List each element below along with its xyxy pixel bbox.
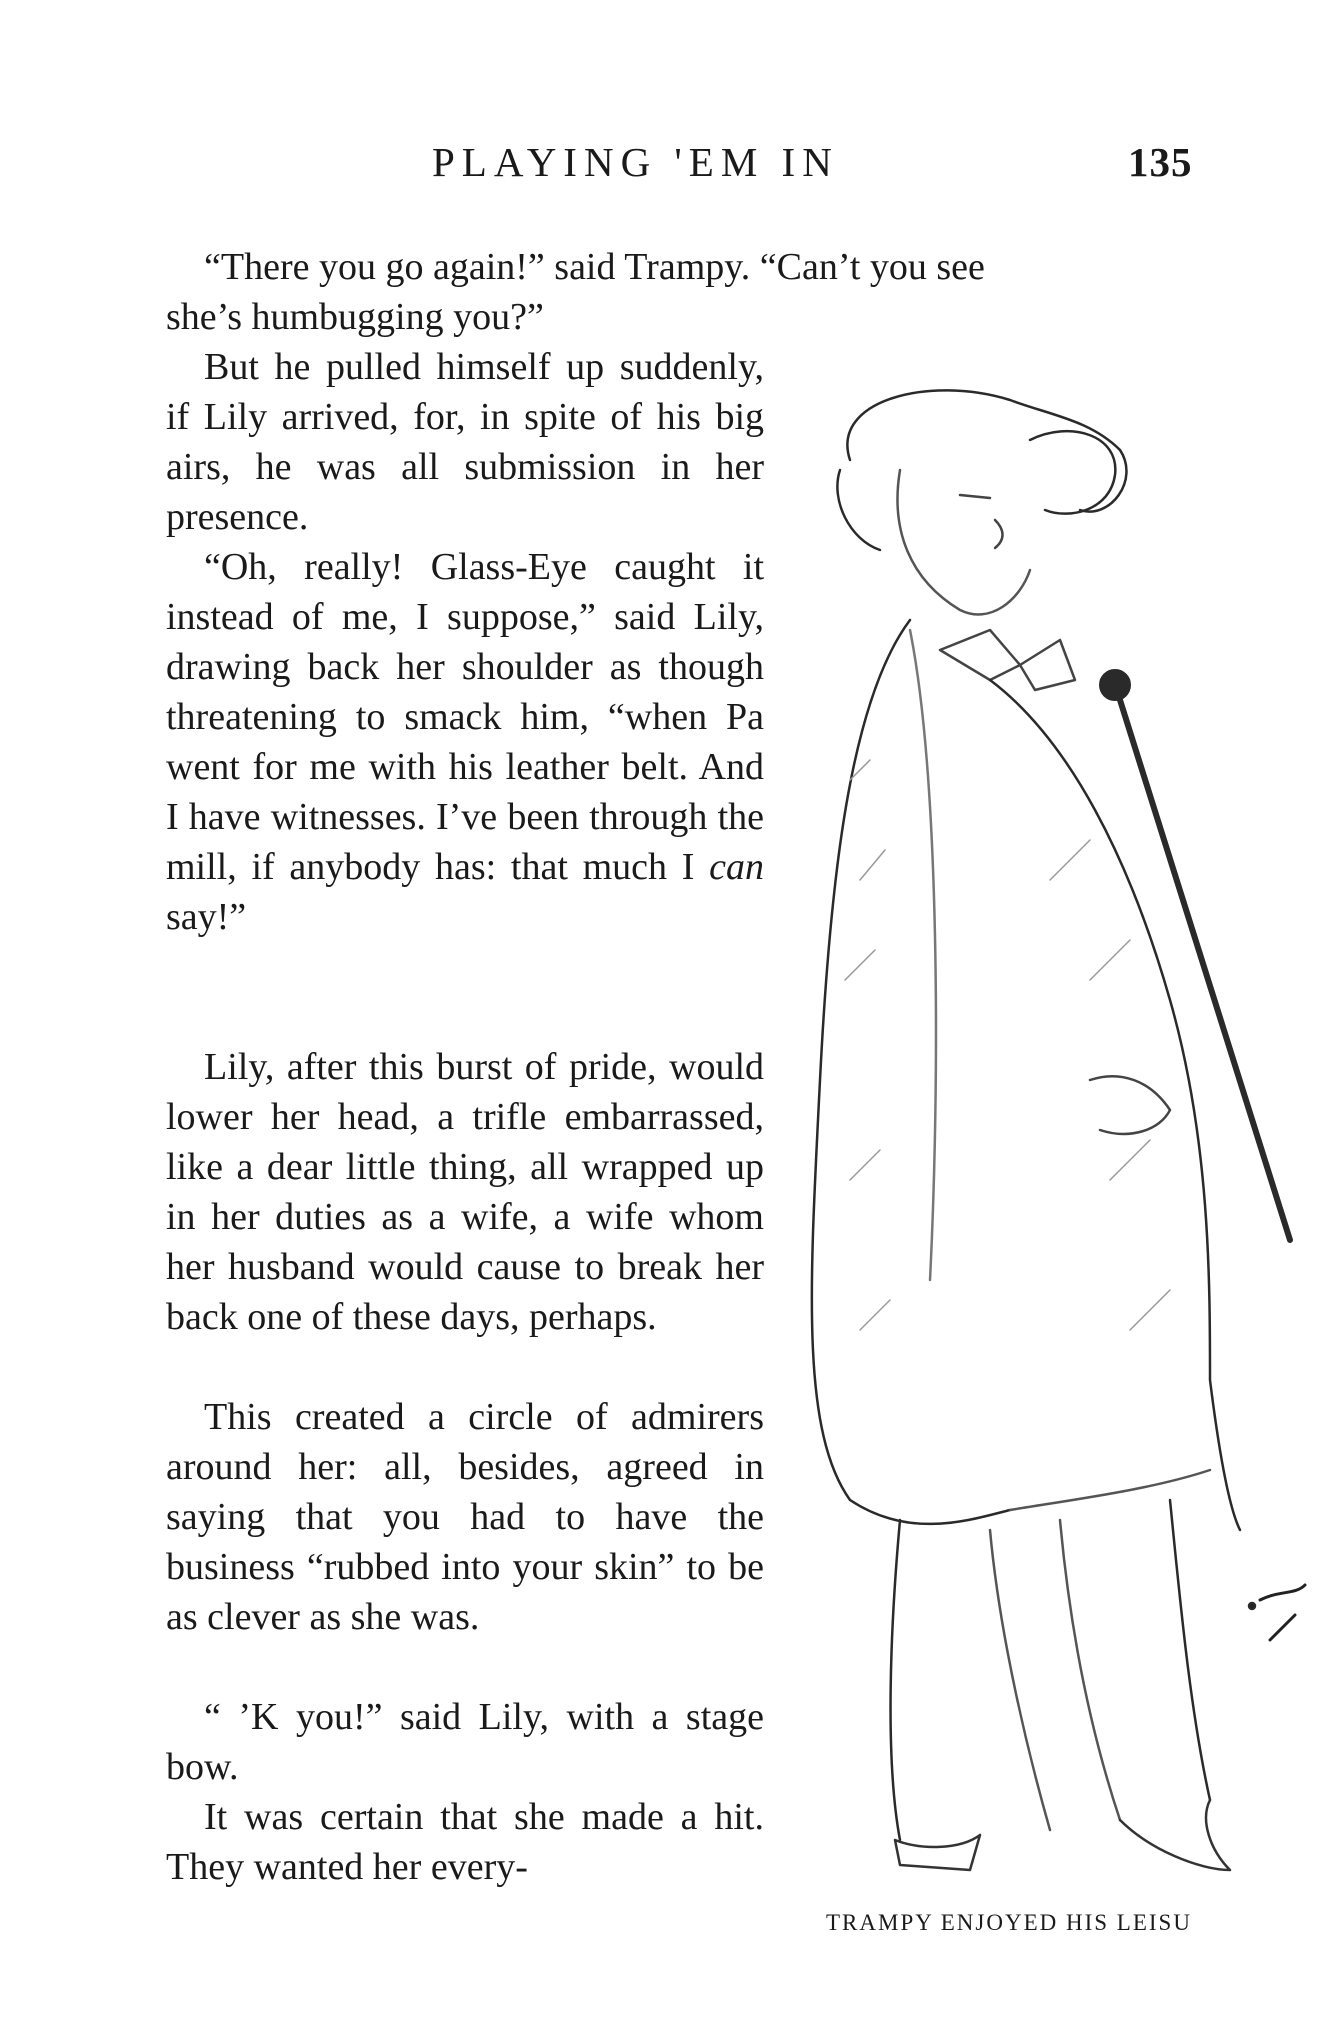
paragraph-3-text-b: say!” [166,896,247,938]
paragraph-3 [166,542,764,942]
paragraph-3-emphasis: can [709,846,764,888]
paragraph-5: This created a circle of admirers around her: all, besides, agreed in saying that you had to have the business “rubbed into your skin” to be as clever as she was. [166,1396,764,1638]
page-number: 135 [1128,139,1193,185]
running-title: PLAYING 'EM IN [432,139,839,185]
paragraph-6: “ ’K you!” said Lily, with a stage bow. [166,1696,764,1788]
paragraph-1 [166,242,1214,342]
paragraph-2: But he pulled himself up suddenly, if Lily arrived, for, in spite of his big airs, he was all submission in her presence. [166,346,764,538]
paragraph-1-line-1: “There you go again!” said Trampy. “Can’t you see [204,246,985,288]
paragraph-4: Lily, after this burst of pride, would lower her head, a trifle embarrassed, like a dear little thing, all wrapped up in her duties as a wife, a wife whom her husband would cause to break her back one of these days, perhaps. [166,1046,764,1338]
illustration-caption: TRAMPY ENJOYED HIS LEISU [826,1910,1192,1935]
paragraph-7: It was certain that she made a hit. They wanted her every- [166,1796,764,1888]
figure-illustration-icon [790,380,1310,1900]
paragraph-3-text-a: “Oh, really! Glass-Eye caught it instead of me, I suppose,” said Lily, drawing back her shoulder as though threatening to smack him, “when Pa went for me with his leather belt. And I have witnesses. I’ve been through the mill, if anybody has: that much I [166,546,764,888]
paragraph-1-line-2: she’s humbugging you?” [166,296,544,338]
